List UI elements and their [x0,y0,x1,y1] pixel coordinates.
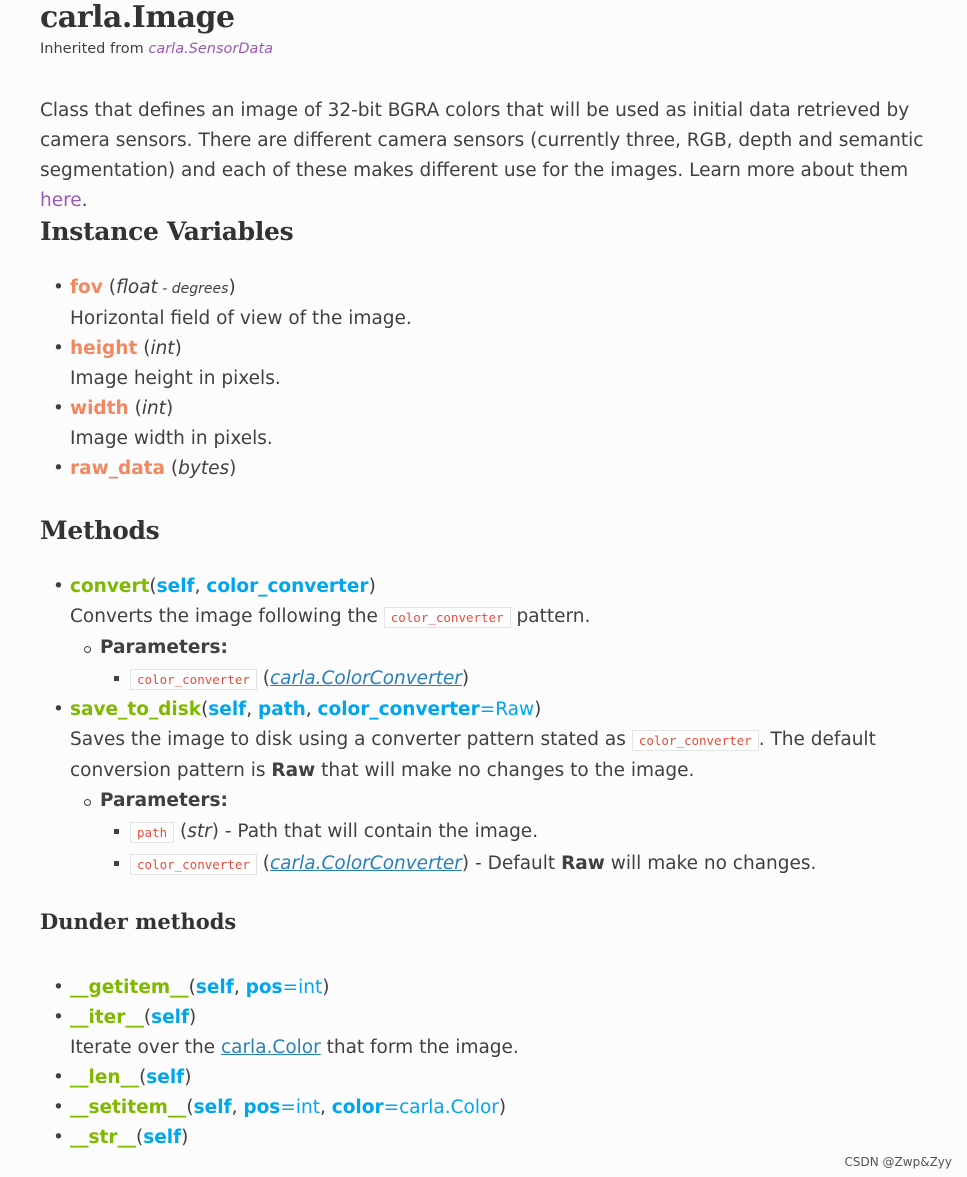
method-setitem: • __setitem__(self, pos=int, color=carla.Color) [70,1093,950,1123]
colorconverter-link[interactable]: carla.ColorConverter [270,668,462,689]
page-title: carla.Image [40,0,235,35]
inline-code: color_converter [384,607,511,628]
instance-variables-heading: Instance Variables [40,217,294,246]
method-convert: • convert(self, color_converter) Converts the image following the color_converter pattern. Parameters: color_converter (carla.ColorConverter) [70,572,950,695]
param-code: color_converter [130,854,257,875]
method-getitem: • __getitem__(self, pos=int) [70,973,950,1003]
methods-heading: Methods [40,516,160,545]
inline-code: color_converter [632,730,759,751]
list-item: • raw_data (bytes) [70,454,950,484]
var-raw-data[interactable]: raw_data [70,458,166,479]
method-len: • __len__(self) [70,1063,950,1093]
param-code: path [130,822,174,843]
list-item: • width (int) Image width in pixels. [70,394,950,454]
instance-variables-list [40,273,950,484]
save-to-disk-name[interactable]: save_to_disk [70,699,202,720]
parameters-label: Parameters: [100,790,228,811]
var-fov[interactable]: fov [70,277,103,298]
colorconverter-link[interactable]: carla.ColorConverter [270,853,462,874]
list-item: • height (int) Image height in pixels. [70,334,950,394]
sensordata-link[interactable]: carla.SensorData [148,41,274,57]
dunder-methods-heading: Dunder methods [40,909,237,934]
dunder-methods-list [40,973,950,1153]
color-link[interactable]: carla.Color [220,1037,321,1058]
intro-paragraph: Class that defines an image of 32-bit BGRA colors that will be used as initial data retrieved by camera sensors. There are different camera sensors (currently three, RGB, depth and semantic segmentation) and each of these makes different use for the images. Learn more about them here. [40,100,924,211]
parameters-label: Parameters: [100,637,228,658]
here-link[interactable]: here [40,190,82,211]
list-item: • fov (float - degrees) Horizontal field of view of the image. [70,273,950,334]
method-str: • __str__(self) [70,1123,950,1153]
watermark: CSDN @Zwp&Zyy [844,1155,952,1169]
var-width[interactable]: width [70,398,129,419]
convert-name[interactable]: convert [70,576,150,597]
methods-list [40,572,950,880]
method-iter: • __iter__(self) Iterate over the carla.Color that form the image. [70,1003,950,1063]
param-code: color_converter [130,669,257,690]
var-height[interactable]: height [70,338,138,359]
inherited-from: Inherited from carla.SensorData [40,41,274,57]
method-save-to-disk: • save_to_disk(self, path, color_converter=Raw) Saves the image to disk using a converter pattern stated as color_converter . The default conversion pattern is Raw that will make no changes to the image. Parameters: path (str) - Path that will contain the image. color_converter (carla.ColorConverter) - Default Raw will make no changes. [70,695,950,880]
